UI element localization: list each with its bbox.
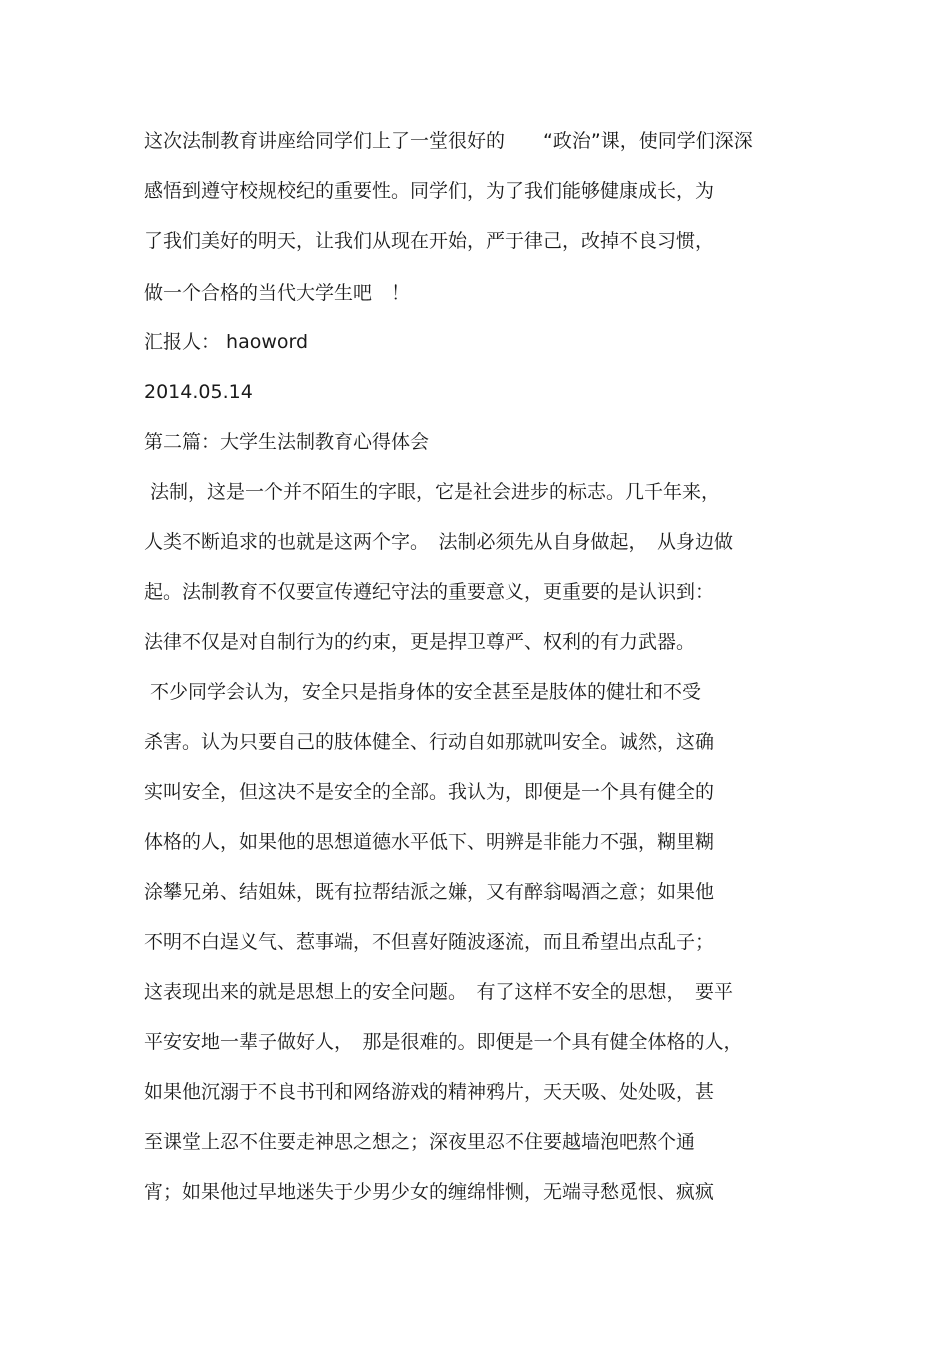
text-line: 宵；如果他过早地迷失于少男少女的缠绵悱恻，无端寻愁觅恨、疯疯 [144, 1181, 715, 1203]
text-line: 如果他沉溺于不良书刊和网络游戏的精神鸦片，天天吸、处处吸，甚 [144, 1081, 715, 1103]
text-line: 体格的人，如果他的思想道德水平低下、明辨是非能力不强，糊里糊 [144, 831, 715, 853]
date-line: 2014.05.14 [144, 381, 253, 403]
text-line: 涂攀兄弟、结姐妹，既有拉帮结派之嫌，又有醉翁喝酒之意；如果他 [144, 881, 715, 903]
text-line: 不明不白逞义气、惹事端，不但喜好随波逐流，而且希望出点乱子； [144, 931, 715, 953]
text-line: 了我们美好的明天，让我们从现在开始，严于律己，改掉不良习惯， [144, 230, 715, 252]
text-line: 至课堂上忍不住要走神思之想之；深夜里忍不住要越墙泡吧熬个通 [144, 1131, 696, 1153]
section-heading: 第二篇：大学生法制教育心得体会 [144, 431, 430, 453]
text-line: 实叫安全，但这决不是安全的全部。我认为，即便是一个具有健全的 [144, 781, 715, 803]
text-line: 平安安地一辈子做好人， 那是很难的。即便是一个具有健全体格的人， [144, 1031, 743, 1053]
text-line: 这表现出来的就是思想上的安全问题。 有了这样不安全的思想， 要平 [144, 981, 734, 1003]
text-line: 做一个合格的当代大学生吧 ！ [144, 282, 411, 304]
text-line: 这次法制教育讲座给同学们上了一堂很好的 “政治”课，使同学们深深 [144, 130, 753, 152]
text-line: 法制，这是一个并不陌生的字眼，它是社会进步的标志。几千年来， [144, 481, 721, 503]
text-line: 杀害。认为只要自己的肢体健全、行动自如那就叫安全。诚然，这确 [144, 731, 715, 753]
text-line: 法律不仅是对自制行为的约束，更是捍卫尊严、权利的有力武器。 [144, 631, 696, 653]
text-line: 人类不断追求的也就是这两个字。 法制必须先从自身做起， 从身边做 [144, 531, 734, 553]
text-line: 感悟到遵守校规校纪的重要性。同学们，为了我们能够健康成长，为 [144, 180, 715, 202]
author-line: 汇报人： haoword [144, 331, 309, 353]
text-line: 不少同学会认为，安全只是指身体的安全甚至是肢体的健壮和不受 [144, 681, 702, 703]
text-line: 起。法制教育不仅要宣传遵纪守法的重要意义，更重要的是认识到： [144, 581, 715, 603]
